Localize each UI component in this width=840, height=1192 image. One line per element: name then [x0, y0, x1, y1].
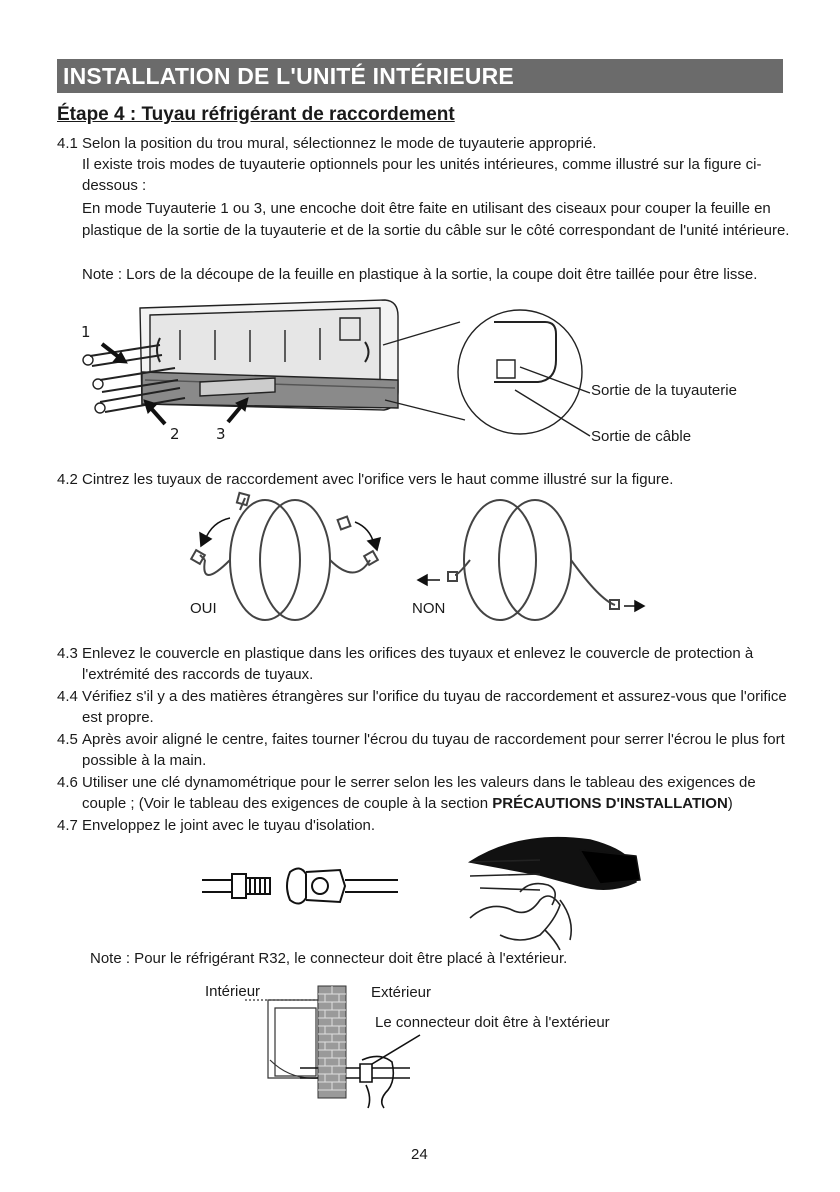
- paragraph-text: couple ; (Voir le tableau des exigences de couple à la section: [82, 795, 493, 812]
- step-number: 4.7: [57, 817, 78, 834]
- section-banner: INSTALLATION DE L'UNITÉ INTÉRIEURE: [57, 59, 783, 93]
- yes-label: OUI: [190, 600, 217, 617]
- paragraph-line: En mode Tuyauterie 1 ou 3, une encoche doit être faite en utilisant des ciseaux pour couper la feuille en: [82, 200, 771, 217]
- paragraph-text: ): [727, 795, 733, 812]
- paragraph-line: Utiliser une clé dynamométrique pour le serrer selon les les valeurs dans le tableau des exigences de: [82, 774, 756, 791]
- precautions-reference: PRÉCAUTIONS D'INSTALLATION: [492, 795, 728, 812]
- connector-outside-label: Le connecteur doit être à l'extérieur: [375, 1014, 610, 1031]
- piping-mode-1-label: 1: [81, 323, 91, 341]
- paragraph-line: Il existe trois modes de tuyauterie optionnels pour les unités intérieures, comme illustré sur la figure ci-: [82, 156, 762, 173]
- step-number: 4.2: [57, 471, 78, 488]
- exterior-label: Extérieur: [371, 984, 432, 1001]
- step-number: 4.6: [57, 774, 78, 791]
- step-number: 4.5: [57, 731, 78, 748]
- paragraph-line: est propre.: [82, 709, 154, 726]
- piping-mode-2-label: 2: [170, 425, 180, 443]
- step-number: 4.4: [57, 688, 78, 705]
- paragraph-line: Selon la position du trou mural, sélectionnez le mode de tuyauterie approprié.: [82, 135, 597, 152]
- paragraph-line: dessous :: [82, 177, 147, 194]
- piping-mode-3-label: 3: [216, 425, 226, 443]
- paragraph-line: Cintrez les tuyaux de raccordement avec l'orifice vers le haut comme illustré sur la figure.: [82, 471, 674, 488]
- cable-outlet-label: Sortie de câble: [591, 428, 692, 445]
- r32-note: Note : Pour le réfrigérant R32, le connecteur doit être placé à l'extérieur.: [90, 950, 568, 967]
- paragraph-line: l'extrémité des raccords de tuyaux.: [82, 666, 314, 683]
- paragraph-line: Enlevez le couvercle en plastique dans les orifices des tuyaux et enlevez le couvercle de protection à: [82, 645, 754, 662]
- paragraph-line: possible à la main.: [82, 752, 207, 769]
- pipe-outlet-label: Sortie de la tuyauterie: [591, 382, 737, 399]
- paragraph-line: Enveloppez le joint avec le tuyau d'isolation.: [82, 817, 376, 834]
- page-number: 24: [411, 1146, 428, 1163]
- paragraph-line: Après avoir aligné le centre, faites tourner l'écrou du tuyau de raccordement pour serrer l'écrou le plus fort: [82, 731, 785, 748]
- step-number: 4.1: [57, 135, 78, 152]
- paragraph-line: Vérifiez s'il y a des matières étrangères sur l'orifice du tuyau de raccordement et assurez-vous que l'orifice: [82, 688, 787, 705]
- note: Note : Lors de la découpe de la feuille en plastique à la sortie, la coupe doit être taillée pour être lisse.: [82, 266, 758, 283]
- step-number: 4.3: [57, 645, 78, 662]
- interior-label: Intérieur: [205, 983, 261, 1000]
- paragraph-line: plastique de la sortie de la tuyauterie et de la sortie du câble sur le côté correspondant de l'unité intérieure.: [82, 222, 790, 239]
- step-title: Étape 4 : Tuyau réfrigérant de raccordement: [57, 104, 455, 125]
- no-label: NON: [412, 600, 446, 617]
